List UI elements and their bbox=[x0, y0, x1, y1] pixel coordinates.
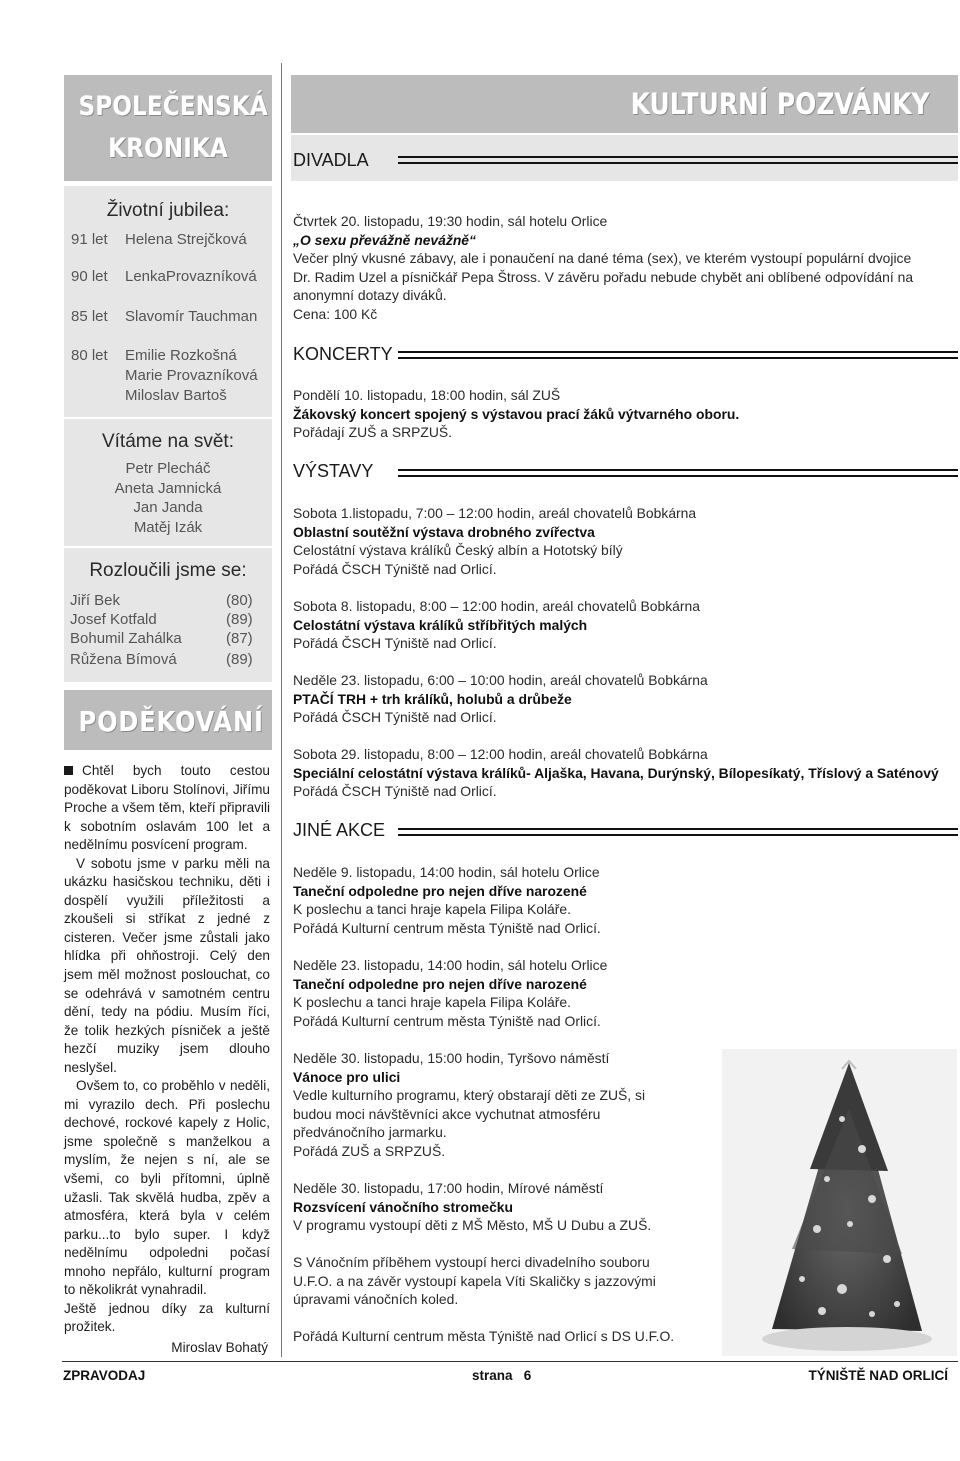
podekovani-header bbox=[64, 690, 272, 750]
event-org: Pořádají ZUŠ a SRPZUŠ. bbox=[293, 424, 453, 441]
article-paragraph: V sobotu jsme v parku měli na ukázku hasičskou techniku, děti i dospělí využili příležitosti a zkoušeli si stříkat z jedné z cisteren. Večer jsme zůstali jako hlídka při ohňostroji. Celý den jsem měl možnost poslouchat, co se odehrává v samotném centru dění, tedy na pódiu. Musím říci, že tolik hezkých písniček a ještě hezčí muziky jsem dlouho neslyšel. bbox=[64, 855, 270, 1075]
jubilea-name: Slavomír Tauchman bbox=[125, 308, 258, 325]
event-desc: úpravami vánočních koled. bbox=[293, 1291, 459, 1308]
event-title: Žákovský koncert spojený s výstavou prací žáků výtvarného oboru. bbox=[293, 405, 740, 422]
koncerty-event bbox=[293, 386, 953, 442]
event-title: PTAČÍ TRH + trh králíků, holubů a drůbeže bbox=[293, 690, 572, 707]
event-date: Sobota 8. listopadu, 8:00 – 12:00 hodin, areál chovatelů Bobkárna bbox=[293, 598, 700, 614]
jubilea-name: Miloslav Bartoš bbox=[125, 387, 227, 404]
article-signature: Miroslav Bohatý bbox=[171, 1339, 268, 1355]
article-paragraph: Ovšem to, co proběhlo v neděli, mi vyrazilo dech. Při poslechu dechové, rockové kapely z Holic, jsme společně s manželkou a myslím, že nejen s ní, ale se všemi, co byli přítomni, úplně užasli. Tak skvělá hudba, zpěv a atmosféra, která byla v celém parku...to bylo super. I když nedělnímu odpoledni počasí mnoho nepřálo, kulturní program to několikrát vynahradil. bbox=[64, 1078, 270, 1298]
footer-page-number: strana 6 bbox=[472, 1368, 532, 1383]
event-date: Čtvrtek 20. listopadu, 19:30 hodin, sál hotelu Orlice bbox=[293, 213, 608, 229]
jubilea-age: 91 let bbox=[71, 231, 108, 248]
deceased-age: (87) bbox=[226, 630, 253, 647]
footer-rule bbox=[62, 1361, 958, 1362]
deceased-age: (80) bbox=[226, 592, 253, 609]
jubilea-name: Emilie Rozkošná bbox=[125, 347, 237, 364]
event-title: Rozsvícení vánočního stromečku bbox=[293, 1198, 513, 1215]
article-paragraph: Chtěl bych touto cestou poděkovat Liboru Stolínovi, Jiřímu Proche a všem těm, kteří připravili k sobotním oslavám 100 let a nedělnímu posvícení program. bbox=[64, 763, 270, 853]
event-desc: Večer plný vkusné zábavy, ale i ponaučení na dané téma (sex), ve kterém vystoupí populární dvojice bbox=[293, 250, 912, 267]
vystava-event bbox=[293, 504, 953, 578]
event-price: Cena: 100 Kč bbox=[293, 305, 378, 322]
article-paragraph: Ještě jednou díky za kulturní prožitek. bbox=[64, 1300, 270, 1335]
event-desc: K poslechu a tanci hraje kapela Filipa Koláře. bbox=[293, 994, 571, 1011]
event-desc: U.F.O. a na závěr vystoupí kapela Víti Skaličky s jazzovými bbox=[293, 1272, 656, 1289]
event-title: Speciální celostátní výstava králíků- Aljaška, Havana, Durýnský, Bílopesíkatý, Tříslový a Saténový bbox=[293, 764, 939, 781]
event-org: Pořádá Kulturní centrum města Týniště nad Orlicí. bbox=[293, 919, 601, 936]
jubilea-heading: Životní jubilea: bbox=[106, 200, 230, 221]
pozvanky-title: KULTURNÍ POZVÁNKY bbox=[631, 87, 930, 121]
event-desc: předvánočního jarmarku. bbox=[293, 1124, 447, 1141]
event-date: Neděle 9. listopadu, 14:00 hodin, sál hotelu Orlice bbox=[293, 864, 600, 880]
event-date: Sobota 1.listopadu, 7:00 – 12:00 hodin, areál chovatelů Bobkárna bbox=[293, 505, 697, 521]
podekovani-article bbox=[64, 762, 270, 1358]
jubilea-name: Helena Strejčková bbox=[125, 231, 247, 248]
vystava-event bbox=[293, 671, 953, 727]
christmas-tree-image bbox=[722, 1049, 957, 1356]
event-desc: Vedle kulturního programu, který obstarají děti ze ZUŠ, si bbox=[293, 1087, 646, 1104]
jubilea-age: 85 let bbox=[71, 308, 108, 325]
event-org: Pořádá ČSCH Týniště nad Orlicí. bbox=[293, 560, 497, 577]
event-date: Pondělí 10. listopadu, 18:00 hodin, sál ZUŠ bbox=[293, 387, 561, 403]
jine-event bbox=[293, 956, 953, 1030]
double-rule bbox=[398, 469, 958, 477]
deceased-name: Bohumil Zahálka bbox=[70, 630, 182, 647]
event-date: Neděle 23. listopadu, 14:00 hodin, sál hotelu Orlice bbox=[293, 957, 608, 973]
jubilea-age: 80 let bbox=[71, 347, 108, 364]
category-jine-akce: JINÉ AKCE bbox=[293, 820, 386, 840]
event-desc: budou moci návštěvníci akce vychutnat atmosféru bbox=[293, 1105, 601, 1122]
column-divider bbox=[281, 63, 282, 1357]
christmas-tree-icon bbox=[722, 1049, 957, 1356]
footer-town: TÝNIŠTĚ NAD ORLICÍ bbox=[808, 1368, 948, 1383]
jubilea-name: LenkaProvazníková bbox=[125, 268, 257, 285]
event-org: Pořádá ČSCH Týniště nad Orlicí. bbox=[293, 635, 497, 652]
vystava-event bbox=[293, 745, 953, 801]
bullet-square-icon bbox=[64, 766, 73, 775]
newborn-name: Aneta Jamnická bbox=[114, 480, 222, 497]
event-date: Neděle 30. listopadu, 15:00 hodin, Tyršovo náměstí bbox=[293, 1050, 610, 1066]
category-vystavy: VÝSTAVY bbox=[293, 461, 374, 481]
event-desc: Dr. Radim Uzel a písničkář Pepa Štross. V závěru pořadu nebude chybět ani oblíbené odpovídání na bbox=[293, 268, 914, 285]
divadla-event bbox=[293, 212, 953, 324]
event-title: Taneční odpoledne pro nejen dříve narozené bbox=[293, 975, 587, 992]
deceased-name: Jiří Bek bbox=[70, 592, 121, 609]
category-divadla: DIVADLA bbox=[293, 150, 369, 170]
double-rule bbox=[398, 828, 958, 836]
newborn-name: Matěj Izák bbox=[133, 519, 203, 536]
deceased-name: Josef Kotfald bbox=[70, 611, 157, 628]
event-date: Neděle 23. listopadu, 6:00 – 10:00 hodin, areál chovatelů Bobkárna bbox=[293, 672, 708, 688]
event-title: „O sexu převážně nevážně“ bbox=[293, 231, 476, 248]
event-desc: Celostátní výstava králíků Český albín a Hototský bílý bbox=[293, 542, 623, 559]
event-title: Oblastní soutěžní výstava drobného zvířectva bbox=[293, 523, 595, 540]
event-desc: V programu vystoupí děti z MŠ Město, MŠ U Dubu a ZUŠ. bbox=[293, 1217, 652, 1234]
newborn-name: Jan Janda bbox=[133, 499, 203, 516]
event-org: Pořádá ČSCH Týniště nad Orlicí. bbox=[293, 709, 497, 726]
vystava-event bbox=[293, 597, 953, 653]
footer-publication: ZPRAVODAJ bbox=[63, 1368, 146, 1383]
double-rule bbox=[398, 351, 958, 359]
jubilea-name: Marie Provazníková bbox=[125, 367, 258, 384]
event-org: Pořádá Kulturní centrum města Týniště nad Orlicí s DS U.F.O. bbox=[293, 1328, 675, 1344]
deceased-age: (89) bbox=[226, 611, 253, 628]
jubilea-age: 90 let bbox=[71, 268, 108, 285]
kronika-title-line2: KRONIKA bbox=[108, 133, 228, 164]
newborn-name: Petr Plecháč bbox=[125, 460, 211, 477]
rozloucili-heading: Rozloučili jsme se: bbox=[89, 560, 247, 581]
deceased-age: (89) bbox=[226, 651, 253, 668]
event-org: Pořádá Kulturní centrum města Týniště nad Orlicí. bbox=[293, 1012, 601, 1029]
event-date: Sobota 29. listopadu, 8:00 – 12:00 hodin, areál chovatelů Bobkárna bbox=[293, 746, 708, 762]
pozvanky-header bbox=[291, 75, 958, 133]
event-title: Taneční odpoledne pro nejen dříve narozené bbox=[293, 882, 587, 899]
event-desc: S Vánočním příběhem vystoupí herci divadelního souboru bbox=[293, 1254, 650, 1270]
jine-event bbox=[293, 863, 953, 937]
event-org: Pořádá ZUŠ a SRPZUŠ. bbox=[293, 1142, 446, 1159]
event-date: Neděle 30. listopadu, 17:00 hodin, Mírové náměstí bbox=[293, 1180, 604, 1196]
event-desc: K poslechu a tanci hraje kapela Filipa Koláře. bbox=[293, 901, 571, 918]
deceased-name: Růžena Bímová bbox=[70, 651, 177, 668]
podekovani-title: PODĚKOVÁNÍ bbox=[78, 705, 264, 738]
vitame-heading: Vítáme na svět: bbox=[101, 431, 234, 452]
event-title: Vánoce pro ulici bbox=[293, 1068, 401, 1085]
event-title: Celostátní výstava králíků stříbřitých malých bbox=[293, 616, 588, 633]
event-org: Pořádá ČSCH Týniště nad Orlicí. bbox=[293, 783, 497, 800]
double-rule bbox=[398, 156, 958, 164]
event-desc: anonymní dotazy diváků. bbox=[293, 287, 447, 304]
kronika-header bbox=[64, 75, 272, 181]
category-koncerty: KONCERTY bbox=[293, 344, 393, 364]
kronika-title-line1: SPOLEČENSKÁ bbox=[78, 91, 268, 122]
